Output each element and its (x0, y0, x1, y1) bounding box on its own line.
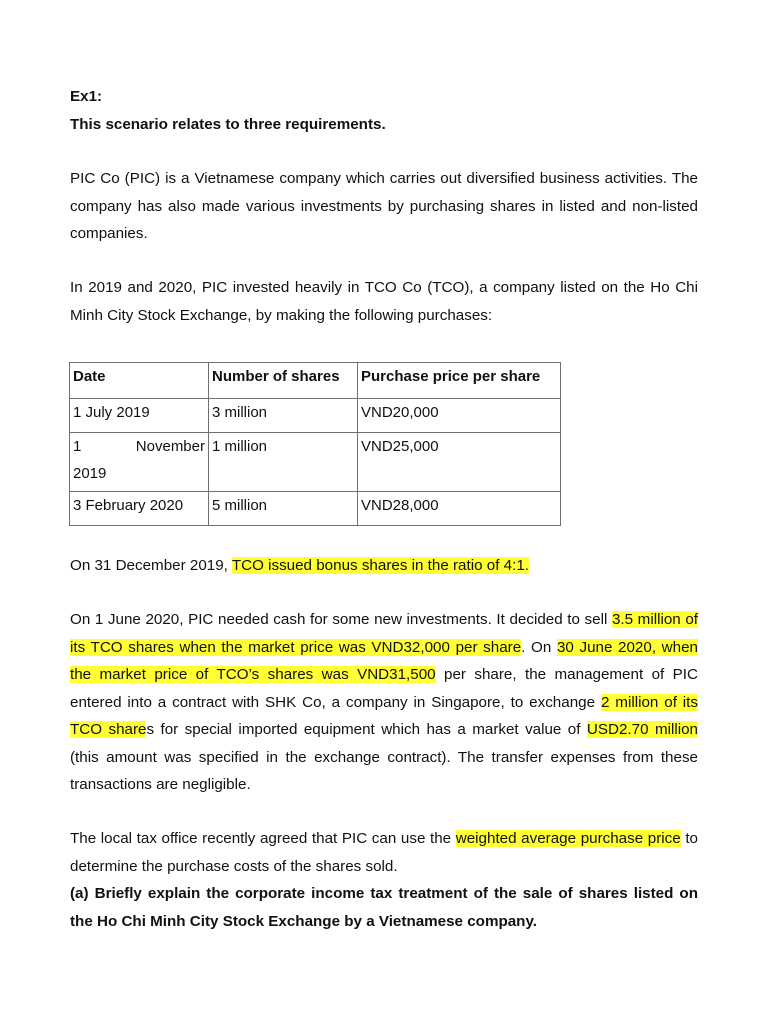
highlight-exchange-date: 30 June 2020, when the market price of TCO’s shares was VND31,500 (70, 638, 698, 683)
sale-text-1: On 1 June 2020, PIC needed cash for some new investments. It decided to sell (70, 611, 612, 628)
paragraph-company-description: PIC Co (PIC) is a Vietnamese company which carries out diversified business activities. The company has also made various investments by purchasing shares in listed and non-listed companies. (70, 170, 698, 242)
cell-shares: 1 million (209, 433, 358, 492)
cell-date: 1 July 2019 (70, 399, 209, 433)
cell-price: VND20,000 (358, 399, 561, 433)
purchases-table (69, 362, 561, 526)
highlight-bonus-ratio: TCO issued bonus shares in the ratio of 4:1. (231, 557, 529, 574)
scenario-intro: This scenario relates to three requirements. (70, 116, 386, 133)
cell-date-day: 1 (73, 438, 82, 455)
table-row (70, 399, 561, 433)
header-number-of-shares: Number of shares (209, 363, 358, 399)
sale-text-2: . On (521, 638, 557, 656)
highlight-exchanged-shares: 2 million of its TCO share (70, 693, 698, 738)
sale-text-5: (this amount was specified in the exchange contract). The transfer expenses from these transactions are negligible. (70, 748, 698, 793)
cell-price: VND28,000 (358, 492, 561, 526)
cell-shares: 5 million (209, 492, 358, 526)
tax-text-2: to determine the purchase costs of the shares sold. (70, 830, 699, 875)
paragraph-bonus-shares (70, 552, 698, 580)
cell-date-month: November (135, 438, 205, 455)
paragraph-tax-office (70, 825, 698, 880)
tax-text-1: The local tax office recently agreed that PIC can use the (70, 830, 456, 847)
exercise-title: Ex1: (70, 88, 103, 105)
bonus-prefix: On 31 December 2019, (70, 557, 232, 574)
sale-text-4: s for special imported equipment which has a market value of (146, 721, 587, 738)
cell-date: 3 February 2020 (70, 492, 209, 526)
header-date: Date (70, 363, 209, 399)
table-header-row (70, 363, 561, 399)
cell-date-year: 2019 (73, 465, 107, 482)
highlight-sale-amount: 3.5 million of its TCO shares when the market price was VND32,000 per share (70, 611, 698, 656)
header-purchase-price: Purchase price per share (358, 363, 561, 399)
cell-date (70, 433, 209, 492)
highlight-equipment-value: USD2.70 million (586, 721, 698, 738)
question-a: (a) Briefly explain the corporate income tax treatment of the sale of shares listed on the Ho Chi Minh City Stock Exchange by a Vietnamese company. (70, 885, 698, 930)
paragraph-investment: In 2019 and 2020, PIC invested heavily in TCO Co (TCO), a company listed on the Ho Chi Minh City Stock Exchange, by making the following purchases: (70, 279, 698, 324)
sale-text-3: per share, the management of PIC entered into a contract with SHK Co, a company in Singapore, to exchange (70, 666, 698, 711)
table-row (70, 492, 561, 526)
table-row (70, 433, 561, 492)
highlight-weighted-average: weighted average purchase price (455, 830, 681, 847)
cell-price: VND25,000 (358, 433, 561, 492)
cell-shares: 3 million (209, 399, 358, 433)
paragraph-share-sale (70, 606, 698, 799)
